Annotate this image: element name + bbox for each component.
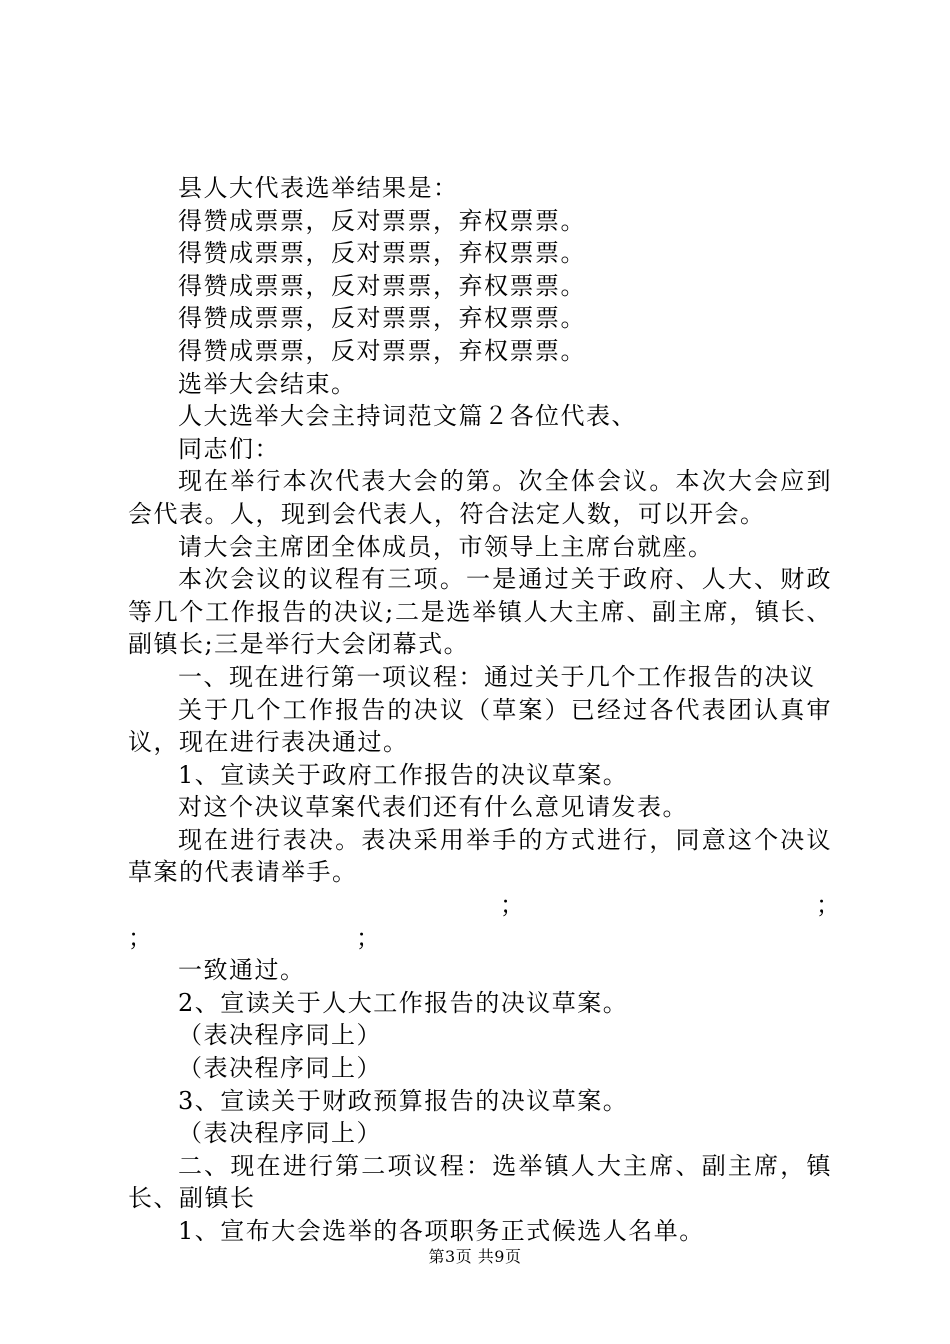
paragraph: 请大会主席团全体成员，市领导上主席台就座。 xyxy=(178,532,714,561)
document-body xyxy=(128,172,842,1248)
paragraph: （表决程序同上） xyxy=(178,1054,382,1083)
paragraph: 现在进行表决。表决采用举手的方式进行，同意这个决议草案的代表请举手。 xyxy=(128,825,832,887)
paragraph: 同志们： xyxy=(178,434,280,463)
paragraph: 得赞成票票，反对票票，弃权票票。 xyxy=(178,304,586,333)
paragraph: 3、宣读关于财政预算报告的决议草案。 xyxy=(178,1086,629,1115)
paragraph: 1、宣布大会选举的各项职务正式候选人名单。 xyxy=(178,1217,705,1245)
paragraph: （表决程序同上） xyxy=(178,1119,382,1148)
paragraph: 人大选举大会主持词范文篇２各位代表、 xyxy=(178,402,637,431)
semicolon-mark: ； xyxy=(128,923,154,952)
paragraph: 现在举行本次代表大会的第。次全体会议。本次大会应到会代表。人，现到会代表人，符合法定人数，可以开会。 xyxy=(128,467,832,528)
paragraph: 关于几个工作报告的决议（草案）已经过各代表团认真审议，现在进行表决通过。 xyxy=(128,695,832,757)
paragraph: 二、现在进行第二项议程：选举镇人大主席、副主席，镇长、副镇长 xyxy=(128,1151,832,1213)
paragraph: 得赞成票票，反对票票，弃权票票。 xyxy=(178,206,586,235)
paragraph: 选举大会结束。 xyxy=(178,369,357,398)
paragraph: 本次会议的议程有三项。一是通过关于政府、人大、财政等几个工作报告的决议;二是选举镇人大主席、副主席，镇长、副镇长;三是举行大会闭幕式。 xyxy=(128,565,832,659)
paragraph: 对这个决议草案代表们还有什么意见请发表。 xyxy=(178,793,688,822)
paragraph: 一、现在进行第一项议程：通过关于几个工作报告的决议 xyxy=(178,662,816,691)
semicolon-row xyxy=(128,922,832,955)
paragraph: 一致通过。 xyxy=(178,956,306,985)
paragraph: 2、宣读关于人大工作报告的决议草案。 xyxy=(178,988,629,1017)
semicolon-row xyxy=(128,889,842,922)
semicolon-mark: ； xyxy=(356,923,382,952)
paragraph: 得赞成票票，反对票票，弃权票票。 xyxy=(178,239,586,268)
paragraph: 1、宣读关于政府工作报告的决议草案。 xyxy=(178,760,629,789)
paragraph: 得赞成票票，反对票票，弃权票票。 xyxy=(178,336,586,365)
semicolon-mark: ； xyxy=(816,891,842,920)
semicolon-mark: ； xyxy=(500,891,526,920)
page-footer: 第3页 共9页 xyxy=(428,1247,522,1266)
paragraph: 县人大代表选举结果是： xyxy=(178,174,459,202)
paragraph: 得赞成票票，反对票票，弃权票票。 xyxy=(178,271,586,300)
paragraph: （表决程序同上） xyxy=(178,1021,382,1050)
